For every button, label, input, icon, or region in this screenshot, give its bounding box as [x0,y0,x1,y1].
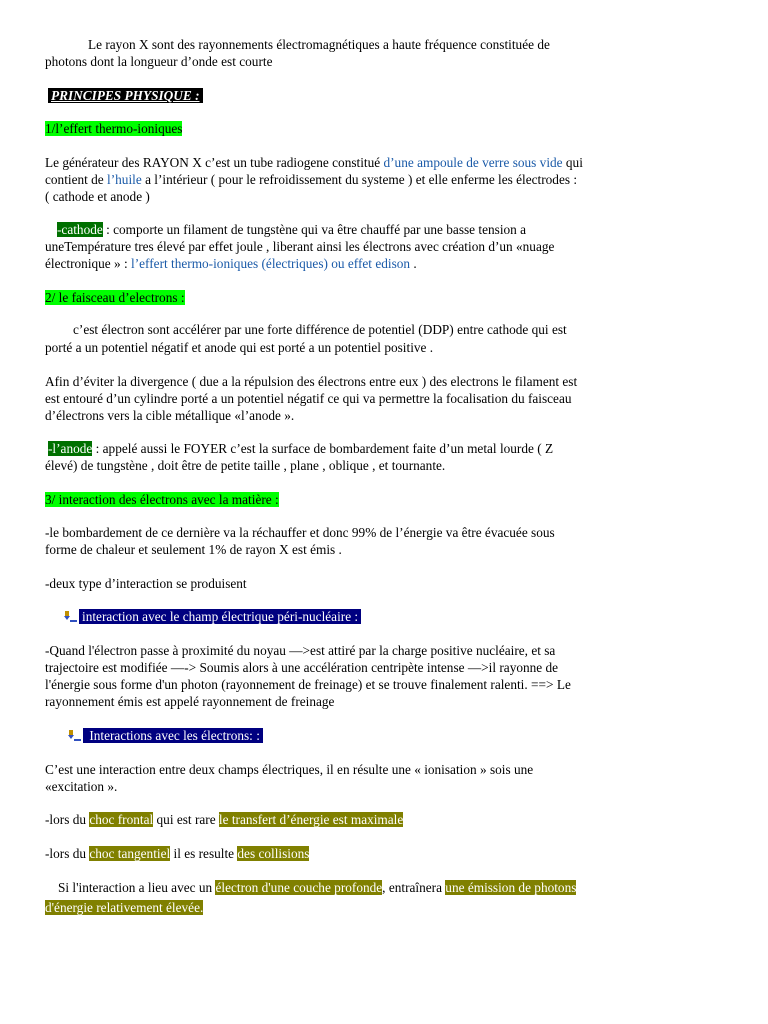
section-2-heading: 2/ le faisceau d’electrons : [45,290,185,305]
anode-paragraph: -l’anode : appelé aussi le FOYER c’est la surface de bombardement faite d’un metal lourde ( Z [48,441,554,456]
intro-line: photons dont la longueur d’onde est courte [45,54,273,69]
cathode-label: -cathode [57,222,103,237]
section-3-heading: 3/ interaction des électrons avec la matière : [45,492,279,507]
document-page: Le rayon X sont des rayonnements électromagnétiques a haute fréquence constituée de photons dont la longueur d’onde est courte PRINCIPES PHYSIQUE : 1/l’effert thermo-ioniques Le générateur des RAYON X c’est un tube radiogene constitué d’une ampoule de verre sous vide qui contient de l’huile a l’intérieur ( pour le refroidissement du systeme ) et elle enferme les électrodes : ( cathode et anode ) -cathode : comporte un filament de tungstène qui va être chauffé par une basse tension a uneTempérature tres élevé par effet joule , liberant ainsi les électrons avec création d’un «nuage électronique » : l’effert thermo-ioniques (électriques) ou effet edison . 2/ le faisceau d’electrons : c’est électron sont accélérer par une forte différence de potentiel (DDP) entre cathode qui est porté a un potentiel négatif et anode qui est porté a un potentiel positive . Afin d’éviter la divergence ( due a la répulsion des électrons entre eux ) des electrons le filament est est entouré d’un cylindre porté a un potentiel négatif ce qui va permettre la focalisation du faisceau d’électrons vers la cible métallique «l’anode ». -l’anode : appelé aussi le FOYER c’est la surface de bombardement faite d’un metal lourde ( Z élevé) de tungstène , doit être de petite taille , plane , oblique , et tournante. 3/ interaction des électrons avec la matière : -le bombardement de ce dernière va la réchauffer et donc 99% de l’énergie va être évacuée sous forme de chaleur et seulement 1% de rayon X est émis . -deux type d’interaction se produisent interaction avec le champ électrique péri-nucléaire : -Quand l'électron passe à proximité du noyau —>est attiré par la charge positive nucléaire, et sa trajectoire est modifiée —-> Soumis alors à une accélération centripète intense —>il rayonne de l'énergie sous forme d'un photon (rayonnement de freinage) et se trouve finalement ralenti. ==> Le rayonnement émis est appelé rayonnement de freinage Interactions avec les électrons: : C’est une interaction entre deux champs électriques, il en résulte une « ionisation » sois une «excitation ». -lors du choc frontal qui est rare le transfert d’énergie est maximale -lors du choc tangentiel il es resulte des collisions Si l'interaction a lieu avec un électron d'une couche profonde, entraînera une émission de photons d'énergie relativement élevée. [0,0,768,1024]
s3-paragraph-4: C’est une interaction entre deux champs électriques, il en résulte une « ionisation » sois une [45,762,534,777]
intro-paragraph [45,36,685,53]
arrow-down-bullet-icon [68,729,81,741]
choc-frontal-line: -lors du choc frontal qui est rare le transfert d’énergie est maximale [45,812,404,827]
s2-paragraph-2: Afin d’éviter la divergence ( due a la répulsion des électrons entre eux ) des electrons le filament est [45,374,578,389]
cathode-paragraph: -cathode : comporte un filament de tungstène qui va être chauffé par une basse tension a [57,222,527,237]
final-paragraph: Si l'interaction a lieu avec un électron d'une couche profonde, entraînera une émission de photons [58,880,577,895]
arrow-down-bullet-icon [64,610,77,622]
section-title: PRINCIPES PHYSIQUE : [48,88,203,103]
anode-label: -l’anode [48,441,93,456]
s3-paragraph-1: -le bombardement de ce dernière va la réchauffer et donc 99% de l’énergie va être évacuée sous [45,525,555,540]
choc-tangentiel-line: -lors du choc tangentiel il es resulte des collisions [45,846,310,861]
s1-paragraph-1: Le générateur des RAYON X c’est un tube radiogene constitué d’une ampoule de verre sous vide qui [45,155,583,170]
s2-paragraph-1: c’est électron sont accélérer par une forte différence de potentiel (DDP) entre cathode qui est [73,322,567,337]
section-1-heading: 1/l’effert thermo-ioniques [45,121,183,136]
bullet-item-1: interaction avec le champ électrique péri-nucléaire : [64,608,704,625]
s3-paragraph-2: -deux type d’interaction se produisent [45,576,247,591]
bullet-item-2: Interactions avec les électrons: : [68,727,708,744]
s3-paragraph-3: -Quand l'électron passe à proximité du noyau —>est attiré par la charge positive nucléaire, et sa [45,643,556,658]
intro-line: Le rayon X sont des rayonnements électromagnétiques a haute fréquence constituée de [88,37,550,52]
